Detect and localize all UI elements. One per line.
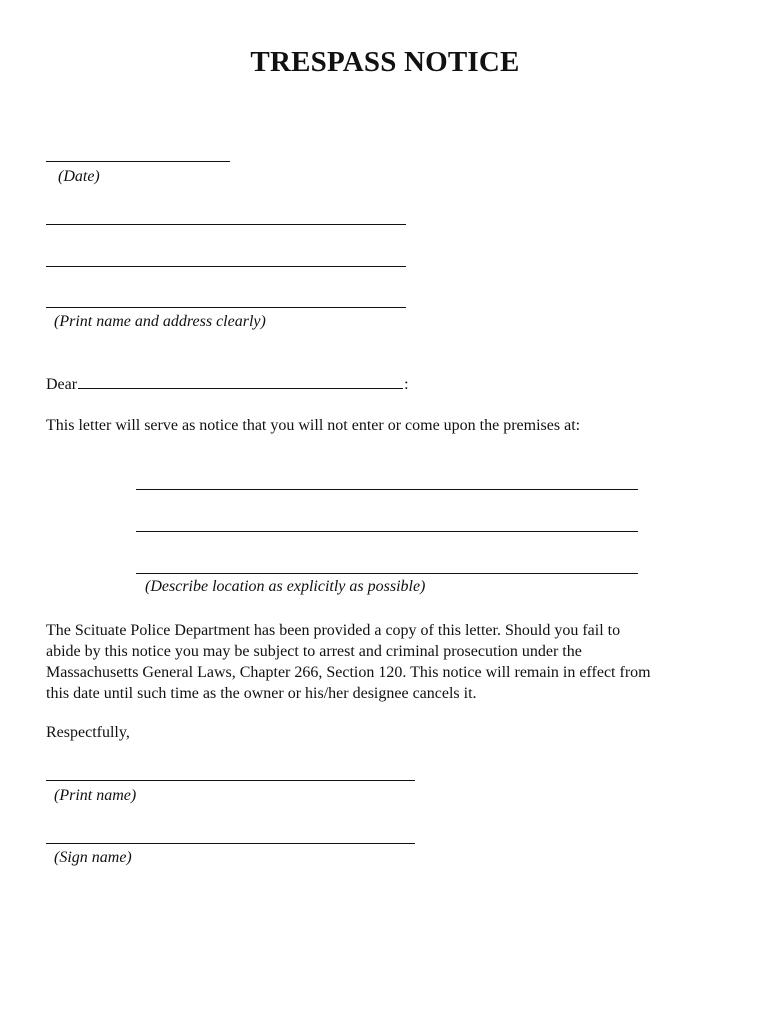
sign-name-caption: (Sign name) [54, 849, 132, 866]
salutation-prefix: Dear [46, 376, 78, 393]
location-line-2[interactable] [136, 531, 638, 532]
location-caption: (Describe location as explicitly as possible) [145, 578, 426, 595]
location-line-3[interactable] [136, 573, 638, 574]
intro-sentence: This letter will serve as notice that you will not enter or come upon the premises at: [46, 417, 581, 434]
print-name-line[interactable] [46, 780, 415, 781]
date-caption: (Date) [58, 168, 100, 185]
paragraph-line: abide by this notice you may be subject to arrest and criminal prosecution under the [46, 643, 582, 660]
recipient-line-1[interactable] [46, 224, 406, 225]
print-name-caption: (Print name) [54, 787, 137, 804]
paragraph-line: Massachusetts General Laws, Chapter 266, Section 120. This notice will remain in effect from [46, 664, 651, 681]
salutation-name-line[interactable] [78, 374, 403, 389]
closing: Respectfully, [46, 724, 130, 741]
paragraph-line: this date until such time as the owner or his/her designee cancels it. [46, 685, 477, 702]
salutation-suffix: : [404, 376, 409, 393]
recipient-line-2[interactable] [46, 266, 406, 267]
location-line-1[interactable] [136, 489, 638, 490]
document-title: TRESPASS NOTICE [250, 46, 520, 78]
recipient-caption: (Print name and address clearly) [54, 313, 266, 330]
salutation [46, 374, 409, 394]
recipient-line-3[interactable] [46, 307, 406, 308]
date-field-line[interactable] [46, 161, 230, 162]
signature-line[interactable] [46, 843, 415, 844]
notice-paragraph [46, 620, 736, 704]
paragraph-line: The Scituate Police Department has been provided a copy of this letter. Should you fail to [46, 622, 621, 639]
